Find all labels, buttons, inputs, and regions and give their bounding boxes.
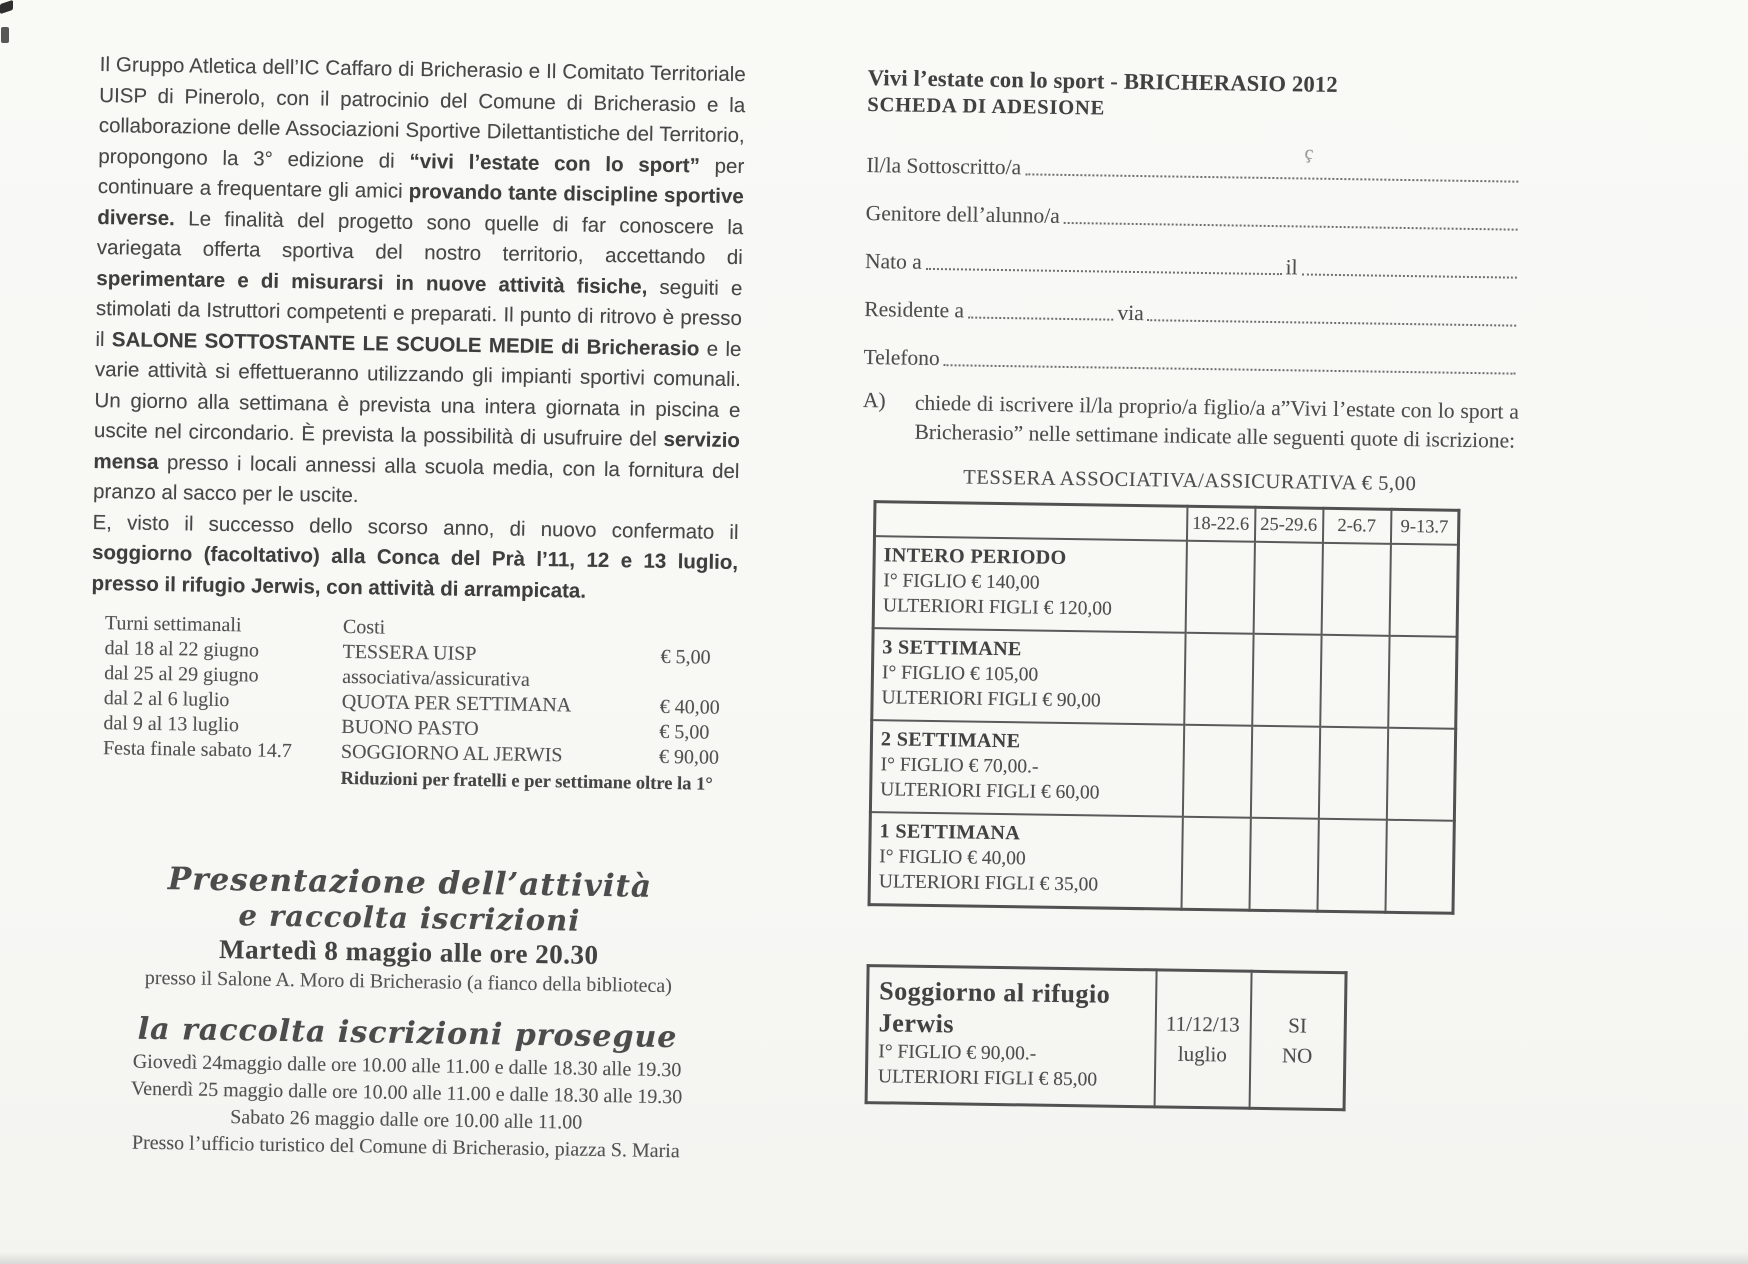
jerwis-yesno-cell[interactable]	[1249, 971, 1346, 1109]
form-title	[867, 64, 1524, 128]
checkbox-cell[interactable]	[1250, 726, 1319, 819]
cost-note: Riduzioni per fratelli e per settimane oltre la 1°	[340, 768, 713, 795]
intro-text: presso i locali annessi alla scuola media, con la fornitura del pranzo al sacco per le uscite.	[92, 450, 740, 508]
cost-row	[342, 640, 737, 696]
checkbox-cell[interactable]	[1385, 820, 1454, 913]
turni-title: Turni settimanali	[104, 612, 242, 637]
jerwis-description	[866, 966, 1156, 1107]
scan-bottom-shadow	[0, 1252, 1748, 1264]
cost-label: TESSERA UISP associativa/assicurativa	[342, 640, 531, 691]
price-row-line: I° FIGLIO € 140,00	[883, 570, 1040, 594]
jerwis-line: ULTERIORI FIGLI € 85,00	[877, 1066, 1098, 1091]
price-row-line: ULTERIORI FIGLI € 35,00	[878, 871, 1099, 896]
prosegue-block	[83, 1010, 731, 1166]
price-row-line: I° FIGLIO € 70,00.-	[880, 754, 1039, 778]
price-row-line: I° FIGLIO € 105,00	[881, 662, 1039, 686]
cost-price: € 40,00	[659, 695, 720, 719]
week-column-header: 18-22.6	[1186, 506, 1255, 542]
jerwis-line: I° FIGLIO € 90,00.-	[878, 1041, 1037, 1065]
price-table-row-1settimana	[869, 812, 1454, 913]
prosegue-script-title: la raccolta iscrizioni prosegue	[137, 1011, 678, 1056]
soggiorno-text-bold: soggiorno (facoltativo) alla Conca del Prà l’11, 12 e 13 luglio, presso il rifugio Jerwis, con attività di arrampicata.	[91, 540, 739, 603]
field-label: il	[1285, 255, 1298, 280]
week-column-header: 9-13.7	[1390, 509, 1459, 545]
scan-edge-artifact	[0, 0, 13, 14]
item-a-label: A)	[862, 387, 886, 413]
soggiorno-paragraph	[91, 507, 738, 609]
intro-text-bold: provando tante discipline sportive diverse.	[97, 179, 744, 230]
turni-list	[102, 611, 343, 792]
field-telefono	[863, 340, 1519, 380]
checkbox-cell[interactable]	[1320, 635, 1389, 728]
week-column-header: 2-6.7	[1322, 508, 1391, 544]
price-row-line: I° FIGLIO € 40,00	[879, 846, 1026, 870]
prosegue-line: Sabato 26 maggio dalle ore 10.00 alle 11.00	[230, 1106, 583, 1134]
field-sottoscritto	[866, 148, 1522, 188]
dotted-line	[1025, 173, 1518, 182]
presentation-venue: presso il Salone A. Moro di Bricherasio (a fianco della biblioteca)	[144, 966, 673, 998]
presentation-block	[85, 860, 733, 1000]
checkbox-cell[interactable]	[1185, 541, 1254, 634]
jerwis-title: Soggiorno al rifugio Jerwis	[878, 976, 1111, 1039]
checkbox-cell[interactable]	[1321, 543, 1390, 636]
dotted-line	[926, 268, 1282, 275]
checkbox-cell[interactable]	[1252, 634, 1321, 727]
jerwis-no-option[interactable]: NO	[1281, 1043, 1313, 1068]
bleed-through-mark: ç	[1302, 142, 1315, 165]
presentation-script-line2: e raccolta iscrizioni	[238, 898, 581, 938]
intro-text-bold: sperimentare e di misurarsi in nuove attività fisiche,	[96, 266, 648, 299]
intro-text: e le varie attività si effettueranno utilizzando gli impianti sportivi comunali. Un giorno alla settimana è prevista una intera giornata in piscina e uscite nel circondario. È prevista la possibilità di usufruire del	[93, 336, 742, 451]
cost-label: BUONO PASTO	[341, 715, 479, 741]
soggiorno-text: E, visto il successo dello scorso anno, di nuovo confermato il	[92, 510, 739, 544]
intro-text-bold: servizio mensa	[93, 427, 741, 474]
intro-text-bold: SALONE SOTTOSTANTE LE SCUOLE MEDIE di Bricherasio	[111, 327, 700, 360]
cost-price: € 90,00	[658, 745, 720, 769]
field-label: Genitore dell’alunno/a	[865, 200, 1060, 228]
form-title-line2: SCHEDA DI ADESIONE	[867, 93, 1106, 120]
price-table-row-3settimane	[872, 628, 1457, 729]
price-row-title: 3 SETTIMANE	[882, 636, 1022, 661]
presentation-date: Martedì 8 maggio alle ore 20.30	[218, 933, 599, 970]
field-residente	[864, 292, 1520, 332]
checkbox-cell[interactable]	[1388, 636, 1457, 729]
prosegue-line: Presso l’ufficio turistico del Comune di Bricherasio, piazza S. Maria	[131, 1131, 680, 1163]
dotted-line	[1148, 319, 1517, 326]
field-label: Residente a	[864, 296, 965, 323]
price-row-title: 2 SETTIMANE	[880, 728, 1021, 753]
price-row-description	[869, 812, 1182, 909]
price-table-corner-cell	[874, 502, 1186, 541]
right-page	[853, 64, 1524, 1114]
turni-item: dal 25 al 29 giugno	[104, 662, 259, 687]
cost-row	[341, 740, 735, 771]
presentation-script-line1: Presentazione dell’attività	[167, 861, 653, 905]
field-label: Telefono	[863, 344, 940, 371]
checkbox-cell[interactable]	[1318, 727, 1387, 820]
costi-list	[340, 615, 737, 798]
field-nato	[865, 244, 1521, 284]
price-row-line: ULTERIORI FIGLI € 60,00	[880, 779, 1100, 804]
scan-edge-artifact	[1, 27, 9, 43]
jerwis-date: 11/12/13	[1165, 1011, 1240, 1037]
price-table-row-2settimane	[870, 720, 1455, 821]
form-fields	[863, 142, 1522, 380]
left-page	[83, 50, 746, 1166]
price-row-line: ULTERIORI FIGLI € 90,00	[881, 687, 1101, 712]
field-label: Nato a	[864, 248, 922, 274]
jerwis-date-month: luglio	[1177, 1041, 1228, 1067]
tessera-line: TESSERA ASSOCIATIVA/ASSICURATIVA € 5,00	[963, 466, 1417, 496]
intro-text: Il Gruppo Atletica dell’IC Caffaro di Bricherasio e Il Comitato Territoriale UISP di Pinerolo, con il patrocinio del Comune di Bricherasio e la collaborazione delle Associazioni Sportive Dilettantistiche del Territorio, propongono la 3° edizione di	[98, 52, 746, 173]
turni-costi-section	[88, 611, 737, 798]
checkbox-cell[interactable]	[1181, 817, 1250, 910]
turni-item: dal 9 al 13 luglio	[103, 712, 240, 737]
cost-price: € 5,00	[660, 645, 711, 669]
intro-text: Le finalità del progetto sono quelle di far conoscere la variegata offerta sportiva del nostro territorio, accettando di	[96, 206, 744, 270]
prosegue-line: Venerdì 25 maggio dalle ore 10.00 alle 11.00 e dalle 18.30 alle 19.30	[130, 1077, 683, 1109]
field-label: Il/la Sottoscritto/a	[866, 152, 1022, 180]
checkbox-cell[interactable]	[1386, 728, 1455, 821]
price-table-row-intero	[873, 536, 1458, 637]
jerwis-row	[866, 966, 1346, 1110]
price-row-title: INTERO PERIODO	[883, 544, 1067, 569]
turni-item: Festa finale sabato 14.7	[102, 737, 293, 763]
jerwis-date-cell	[1154, 970, 1251, 1108]
checkbox-cell[interactable]	[1249, 818, 1318, 911]
jerwis-table	[865, 964, 1348, 1111]
checkbox-cell[interactable]	[1317, 819, 1386, 912]
cost-label: QUOTA PER SETTIMANA	[341, 690, 572, 717]
dotted-line	[1301, 273, 1516, 278]
turni-item: dal 18 al 22 giugno	[104, 637, 260, 662]
field-genitore	[866, 196, 1522, 236]
checkbox-cell[interactable]	[1389, 544, 1458, 637]
checkbox-cell[interactable]	[1184, 633, 1253, 726]
costi-title: Costi	[342, 615, 386, 639]
price-row-description	[870, 720, 1183, 817]
checkbox-cell[interactable]	[1253, 542, 1322, 635]
week-column-header: 25-29.6	[1254, 507, 1323, 543]
field-label: via	[1117, 300, 1144, 326]
jerwis-yes-option[interactable]: SI	[1288, 1013, 1308, 1038]
intro-text-bold: “vivi l’estate con lo sport”	[409, 149, 701, 177]
price-row-description	[872, 628, 1185, 725]
prosegue-line: Giovedì 24maggio dalle ore 10.00 alle 11.00 e dalle 18.30 alle 19.30	[132, 1050, 682, 1082]
cost-label: SOGGIORNO AL JERWIS	[340, 740, 563, 767]
form-title-line1: Vivi l’estate con lo sport - BRICHERASIO 2012	[867, 64, 1338, 97]
price-row-description	[873, 536, 1186, 633]
intro-text: seguiti e stimolati da Istruttori competenti e preparati. Il punto di ritrovo è presso il	[95, 275, 743, 351]
item-a-text: chiede di iscrivere il/la proprio/a figlio/a a”Vivi l’estate con lo sport a Bricherasio” nelle settimane indicate alle seguenti quote di iscrizione:	[914, 390, 1520, 453]
intro-text: per continuare a frequentare gli amici	[97, 153, 745, 203]
dotted-line	[968, 317, 1113, 321]
turni-item: dal 2 al 6 luglio	[103, 687, 230, 712]
dotted-line	[1064, 222, 1518, 231]
price-table	[868, 500, 1461, 915]
item-a-clause	[862, 388, 1519, 455]
checkbox-cell[interactable]	[1182, 725, 1251, 818]
cost-price: € 5,00	[659, 720, 710, 744]
price-row-title: 1 SETTIMANA	[879, 820, 1021, 845]
intro-paragraph	[93, 50, 746, 518]
price-row-line: ULTERIORI FIGLI € 120,00	[882, 595, 1113, 620]
dotted-line	[944, 364, 1516, 374]
